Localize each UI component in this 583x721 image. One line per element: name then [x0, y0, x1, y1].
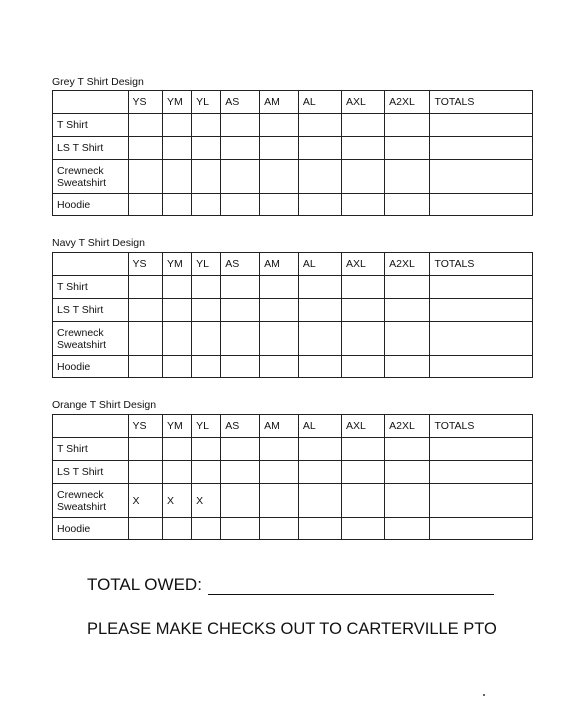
- quantity-cell[interactable]: [385, 194, 430, 216]
- order-table-grey: [52, 90, 533, 216]
- quantity-cell[interactable]: X: [163, 484, 192, 518]
- quantity-cell[interactable]: [163, 276, 192, 299]
- row-label: Crewneck Sweatshirt: [53, 160, 129, 194]
- table-row: [53, 484, 533, 518]
- quantity-cell[interactable]: [342, 461, 385, 484]
- quantity-cell[interactable]: [192, 276, 221, 299]
- quantity-cell[interactable]: [342, 484, 385, 518]
- column-header: A2XL: [385, 253, 430, 276]
- column-header: [53, 415, 129, 438]
- quantity-cell[interactable]: [430, 299, 533, 322]
- quantity-cell[interactable]: [163, 322, 192, 356]
- quantity-cell[interactable]: [430, 461, 533, 484]
- quantity-cell[interactable]: [192, 518, 221, 540]
- row-label: Crewneck Sweatshirt: [53, 322, 129, 356]
- quantity-cell[interactable]: [298, 356, 341, 378]
- quantity-cell[interactable]: [298, 194, 341, 216]
- quantity-cell[interactable]: [430, 137, 533, 160]
- quantity-cell[interactable]: [430, 484, 533, 518]
- table-row: [53, 438, 533, 461]
- quantity-cell[interactable]: [163, 160, 192, 194]
- quantity-cell[interactable]: [342, 438, 385, 461]
- quantity-cell[interactable]: [430, 114, 533, 137]
- checks-note: PLEASE MAKE CHECKS OUT TO CARTERVILLE PTO: [87, 620, 497, 638]
- table-row: [53, 137, 533, 160]
- column-header: AXL: [342, 415, 385, 438]
- row-label: Hoodie: [53, 518, 129, 540]
- header-row: [53, 91, 533, 114]
- header-row: [53, 253, 533, 276]
- order-table-orange: [52, 414, 533, 540]
- quantity-cell[interactable]: [163, 194, 192, 216]
- quantity-cell[interactable]: [298, 137, 341, 160]
- scan-speck: [483, 694, 485, 696]
- quantity-cell[interactable]: [298, 114, 341, 137]
- quantity-cell[interactable]: [298, 160, 341, 194]
- quantity-cell[interactable]: [221, 114, 260, 137]
- quantity-cell[interactable]: [192, 114, 221, 137]
- row-label: LS T Shirt: [53, 137, 129, 160]
- column-header: AS: [221, 415, 260, 438]
- column-header: AXL: [342, 253, 385, 276]
- quantity-cell[interactable]: [298, 518, 341, 540]
- quantity-cell[interactable]: [260, 137, 299, 160]
- quantity-cell[interactable]: [385, 461, 430, 484]
- column-header: AL: [298, 415, 341, 438]
- quantity-cell[interactable]: [221, 461, 260, 484]
- quantity-cell[interactable]: [430, 356, 533, 378]
- quantity-cell[interactable]: [163, 461, 192, 484]
- quantity-cell[interactable]: [260, 276, 299, 299]
- quantity-cell[interactable]: [342, 160, 385, 194]
- column-header: AS: [221, 91, 260, 114]
- section-title-grey: Grey T Shirt Design: [52, 76, 144, 88]
- quantity-cell[interactable]: [298, 322, 341, 356]
- quantity-cell[interactable]: [221, 518, 260, 540]
- quantity-cell[interactable]: [163, 137, 192, 160]
- column-header: AL: [298, 91, 341, 114]
- quantity-cell[interactable]: [128, 322, 163, 356]
- quantity-cell[interactable]: [430, 518, 533, 540]
- column-header: YL: [192, 91, 221, 114]
- quantity-cell[interactable]: [385, 484, 430, 518]
- total-owed-line[interactable]: [208, 576, 494, 595]
- quantity-cell[interactable]: [342, 356, 385, 378]
- quantity-cell[interactable]: [192, 322, 221, 356]
- total-owed: [87, 575, 494, 595]
- quantity-cell[interactable]: [430, 276, 533, 299]
- quantity-cell[interactable]: [128, 518, 163, 540]
- column-header: AS: [221, 253, 260, 276]
- column-header: YL: [192, 415, 221, 438]
- quantity-cell[interactable]: [221, 276, 260, 299]
- quantity-cell[interactable]: [430, 160, 533, 194]
- quantity-cell[interactable]: [192, 194, 221, 216]
- column-header: AL: [298, 253, 341, 276]
- quantity-cell[interactable]: [342, 137, 385, 160]
- quantity-cell[interactable]: [385, 276, 430, 299]
- quantity-cell[interactable]: [128, 356, 163, 378]
- column-header: A2XL: [385, 91, 430, 114]
- column-header: AM: [260, 253, 299, 276]
- quantity-cell[interactable]: [192, 461, 221, 484]
- quantity-cell[interactable]: [128, 114, 163, 137]
- total-owed-label: TOTAL OWED:: [87, 575, 202, 594]
- quantity-cell[interactable]: [128, 194, 163, 216]
- quantity-cell[interactable]: [192, 137, 221, 160]
- quantity-cell[interactable]: [298, 299, 341, 322]
- quantity-cell[interactable]: [163, 518, 192, 540]
- quantity-cell[interactable]: [385, 137, 430, 160]
- quantity-cell[interactable]: [192, 356, 221, 378]
- column-header: YS: [128, 253, 163, 276]
- quantity-cell[interactable]: [128, 299, 163, 322]
- column-header: YM: [163, 91, 192, 114]
- quantity-cell[interactable]: [163, 114, 192, 137]
- row-label: LS T Shirt: [53, 299, 129, 322]
- quantity-cell[interactable]: [221, 438, 260, 461]
- quantity-cell[interactable]: [260, 160, 299, 194]
- quantity-cell[interactable]: [430, 322, 533, 356]
- table-row: [53, 356, 533, 378]
- quantity-cell[interactable]: X: [192, 484, 221, 518]
- quantity-cell[interactable]: [192, 160, 221, 194]
- quantity-cell[interactable]: [163, 299, 192, 322]
- quantity-cell[interactable]: X: [128, 484, 163, 518]
- quantity-cell[interactable]: [221, 356, 260, 378]
- quantity-cell[interactable]: [385, 518, 430, 540]
- quantity-cell[interactable]: [260, 194, 299, 216]
- quantity-cell[interactable]: [221, 137, 260, 160]
- quantity-cell[interactable]: [260, 461, 299, 484]
- quantity-cell[interactable]: [385, 299, 430, 322]
- column-header: AM: [260, 415, 299, 438]
- column-header: YS: [128, 91, 163, 114]
- quantity-cell[interactable]: [298, 276, 341, 299]
- column-header: YM: [163, 253, 192, 276]
- section-title-orange: Orange T Shirt Design: [52, 399, 157, 411]
- quantity-cell[interactable]: [192, 438, 221, 461]
- column-header: YS: [128, 415, 163, 438]
- column-header: YL: [192, 253, 221, 276]
- quantity-cell[interactable]: [192, 299, 221, 322]
- row-label: T Shirt: [53, 438, 129, 461]
- section-title-navy: Navy T Shirt Design: [52, 237, 145, 249]
- column-header: AM: [260, 91, 299, 114]
- quantity-cell[interactable]: [221, 160, 260, 194]
- row-label: Hoodie: [53, 194, 129, 216]
- quantity-cell[interactable]: [385, 356, 430, 378]
- quantity-cell[interactable]: [128, 461, 163, 484]
- quantity-cell[interactable]: [221, 194, 260, 216]
- quantity-cell[interactable]: [221, 299, 260, 322]
- quantity-cell[interactable]: [260, 438, 299, 461]
- quantity-cell[interactable]: [221, 322, 260, 356]
- quantity-cell[interactable]: [385, 160, 430, 194]
- quantity-cell[interactable]: [342, 322, 385, 356]
- column-header: [53, 253, 129, 276]
- quantity-cell[interactable]: [260, 484, 299, 518]
- quantity-cell[interactable]: [163, 356, 192, 378]
- row-label: LS T Shirt: [53, 461, 129, 484]
- quantity-cell[interactable]: [128, 137, 163, 160]
- quantity-cell[interactable]: [128, 438, 163, 461]
- table-row: [53, 194, 533, 216]
- quantity-cell[interactable]: [260, 299, 299, 322]
- quantity-cell[interactable]: [342, 194, 385, 216]
- quantity-cell[interactable]: [163, 438, 192, 461]
- table-row: [53, 299, 533, 322]
- quantity-cell[interactable]: [342, 276, 385, 299]
- table-row: [53, 114, 533, 137]
- quantity-cell[interactable]: [260, 518, 299, 540]
- quantity-cell[interactable]: [128, 276, 163, 299]
- quantity-cell[interactable]: [260, 114, 299, 137]
- quantity-cell[interactable]: [385, 114, 430, 137]
- quantity-cell[interactable]: [385, 438, 430, 461]
- quantity-cell[interactable]: [221, 484, 260, 518]
- column-header: TOTALS: [430, 415, 533, 438]
- column-header: [53, 91, 129, 114]
- row-label: T Shirt: [53, 114, 129, 137]
- row-label: Hoodie: [53, 356, 129, 378]
- quantity-cell[interactable]: [342, 299, 385, 322]
- table-row: [53, 276, 533, 299]
- table-row: [53, 322, 533, 356]
- quantity-cell[interactable]: [260, 356, 299, 378]
- quantity-cell[interactable]: [298, 484, 341, 518]
- column-header: TOTALS: [430, 91, 533, 114]
- row-label: Crewneck Sweatshirt: [53, 484, 129, 518]
- header-row: [53, 415, 533, 438]
- column-header: YM: [163, 415, 192, 438]
- column-header: A2XL: [385, 415, 430, 438]
- quantity-cell[interactable]: [298, 438, 341, 461]
- quantity-cell[interactable]: [430, 194, 533, 216]
- quantity-cell[interactable]: [430, 438, 533, 461]
- quantity-cell[interactable]: [298, 461, 341, 484]
- quantity-cell[interactable]: [385, 322, 430, 356]
- quantity-cell[interactable]: [342, 114, 385, 137]
- table-row: [53, 518, 533, 540]
- table-row: [53, 160, 533, 194]
- row-label: T Shirt: [53, 276, 129, 299]
- column-header: AXL: [342, 91, 385, 114]
- quantity-cell[interactable]: [260, 322, 299, 356]
- order-table-navy: [52, 252, 533, 378]
- quantity-cell[interactable]: [342, 518, 385, 540]
- quantity-cell[interactable]: [128, 160, 163, 194]
- column-header: TOTALS: [430, 253, 533, 276]
- table-row: [53, 461, 533, 484]
